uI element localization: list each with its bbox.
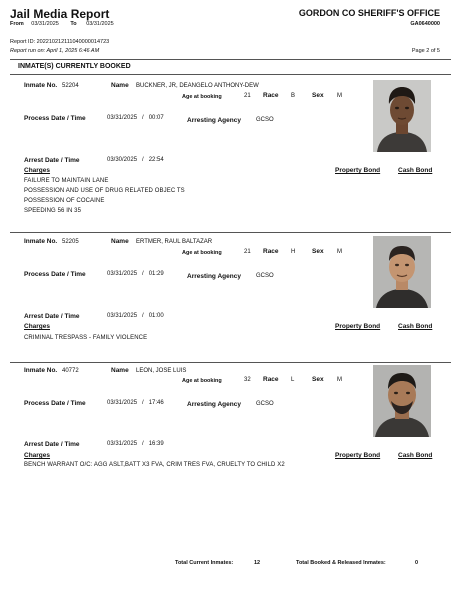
report-title: Jail Media Report (10, 7, 110, 21)
total-booked-value: 0 (415, 560, 419, 566)
sex-value: M (337, 249, 342, 255)
age-value: 21 (244, 249, 251, 255)
arrest-date-value: 03/31/2025 / 16:39 (107, 441, 164, 447)
record-divider (10, 232, 451, 233)
process-date-label: Process Date / Time (24, 115, 86, 122)
total-current-value: 12 (254, 560, 261, 566)
office-code: GA0640000 (410, 21, 440, 27)
charges-label: Charges (24, 323, 51, 330)
process-date-value: 03/31/2025 / 17:46 (107, 400, 164, 406)
race-label: Race (263, 248, 279, 255)
charge-item: POSSESSION OF COCAINE (24, 198, 105, 204)
to-label: To (70, 21, 77, 27)
process-date-value: 03/31/2025 / 01:29 (107, 271, 164, 277)
property-bond-label: Property Bond (335, 452, 381, 459)
arresting-agency-value: GCSO (256, 273, 274, 279)
name-label: Name (111, 238, 129, 245)
section-divider-top (10, 59, 451, 60)
section-divider-bottom (10, 74, 451, 75)
inmate-no-label: Inmate No. (24, 238, 58, 245)
inmate-no-label: Inmate No. (24, 367, 58, 374)
cash-bond-label: Cash Bond (398, 323, 433, 330)
process-date-value: 03/31/2025 / 00:07 (107, 115, 164, 121)
cash-bond-label: Cash Bond (398, 167, 433, 174)
process-date-label: Process Date / Time (24, 400, 86, 407)
charge-item: BENCH WARRANT O/C: AGG ASLT,BATT X3 FVA, CRIM TRES FVA, CRUELTY TO CHILD X2 (24, 462, 285, 468)
arresting-agency-label: Arresting Agency (187, 117, 241, 124)
inmate-name: BUCKNER, JR, DEANGELO ANTHONY-DEW (136, 83, 259, 89)
charges-label: Charges (24, 167, 51, 174)
to-date: 03/31/2025 (86, 21, 114, 27)
mugshot-photo (373, 236, 431, 308)
arrest-date-value: 03/31/2025 / 01:00 (107, 313, 164, 319)
report-id: Report ID: 202210212111040000014723 (10, 39, 110, 45)
sex-value: M (337, 93, 342, 99)
inmate-name: ERTMER, RAUL BALTAZAR (136, 239, 213, 245)
sex-label: Sex (312, 248, 324, 255)
race-label: Race (263, 376, 279, 383)
mugshot-photo (373, 80, 431, 152)
inmate-no-value: 52205 (62, 239, 79, 245)
from-date: 03/31/2025 (31, 21, 59, 27)
office-name: GORDON CO SHERIFF'S OFFICE (298, 8, 440, 18)
page-number: Page 2 of 5 (411, 48, 440, 54)
race-value: L (291, 377, 295, 383)
age-value: 21 (244, 93, 251, 99)
arresting-agency-value: GCSO (256, 401, 274, 407)
date-range (10, 21, 114, 27)
sex-label: Sex (312, 376, 324, 383)
total-current-label: Total Current Inmates: (175, 560, 234, 566)
charge-item: POSSESSION AND USE OF DRUG RELATED OBJEC TS (24, 188, 185, 194)
process-date-label: Process Date / Time (24, 271, 86, 278)
inmate-no-label: Inmate No. (24, 82, 58, 89)
age-label: Age at booking (182, 250, 222, 256)
section-title: INMATE(S) CURRENTLY BOOKED (18, 63, 131, 70)
total-booked-label: Total Booked & Released Inmates: (296, 560, 386, 566)
charge-item: CRIMINAL TRESPASS - FAMILY VIOLENCE (24, 335, 148, 341)
name-label: Name (111, 367, 129, 374)
from-label: From (10, 21, 24, 27)
charge-item: FAILURE TO MAINTAIN LANE (24, 178, 109, 184)
inmate-name: LEON, JOSE LUIS (136, 368, 187, 374)
mugshot-photo (373, 365, 431, 437)
arrest-date-label: Arrest Date / Time (24, 441, 80, 448)
race-value: H (291, 249, 296, 255)
arresting-agency-label: Arresting Agency (187, 273, 241, 280)
inmate-no-value: 40772 (62, 368, 79, 374)
age-label: Age at booking (182, 94, 222, 100)
age-label: Age at booking (182, 378, 222, 384)
name-label: Name (111, 82, 129, 89)
race-label: Race (263, 92, 279, 99)
inmate-no-value: 52204 (62, 83, 79, 89)
property-bond-label: Property Bond (335, 323, 381, 330)
arresting-agency-value: GCSO (256, 117, 274, 123)
sex-value: M (337, 377, 342, 383)
arrest-date-label: Arrest Date / Time (24, 157, 80, 164)
arrest-date-value: 03/30/2025 / 22:54 (107, 157, 164, 163)
charges-label: Charges (24, 452, 51, 459)
property-bond-label: Property Bond (335, 167, 381, 174)
report-run-on: Report run on: April 1, 2025 6:46 AM (10, 48, 100, 54)
age-value: 32 (244, 377, 251, 383)
arresting-agency-label: Arresting Agency (187, 401, 241, 408)
sex-label: Sex (312, 92, 324, 99)
arrest-date-label: Arrest Date / Time (24, 313, 80, 320)
charge-item: SPEEDING 56 IN 35 (24, 208, 82, 214)
race-value: B (291, 93, 296, 99)
record-divider (10, 362, 451, 363)
cash-bond-label: Cash Bond (398, 452, 433, 459)
